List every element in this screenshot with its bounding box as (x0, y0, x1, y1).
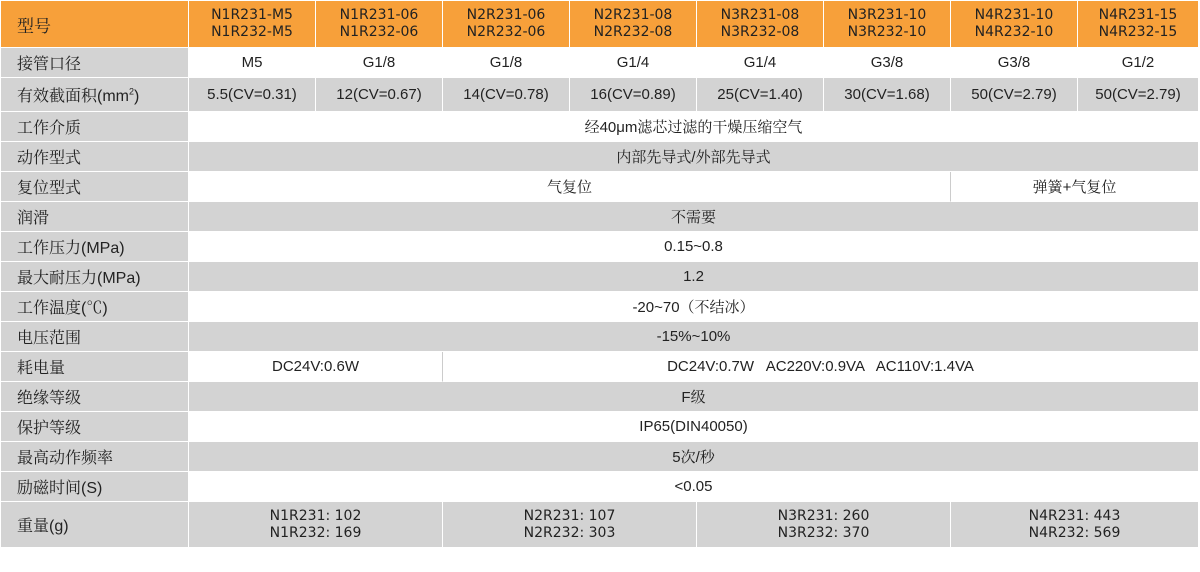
row-label-port-size: 接管口径 (1, 48, 189, 78)
row-label-lubrication: 润滑 (1, 202, 189, 232)
model-cell: N3R231-08 N3R232-08 (697, 1, 824, 48)
max-pressure-value: 1.2 (189, 262, 1199, 292)
port-size-cell: G3/8 (951, 48, 1078, 78)
row-label-power-consumption: 耗电量 (1, 352, 189, 382)
model-cell: N2R231-08 N2R232-08 (570, 1, 697, 48)
port-size-cell: G1/8 (443, 48, 570, 78)
effective-area-cell: 14(CV=0.78) (443, 78, 570, 112)
weight-cell: N3R231: 260 N3R232: 370 (697, 502, 951, 548)
protection-value: IP65(DIN40050) (189, 412, 1199, 442)
row-label-effective-area: 有效截面积$(mm^2)$ (1, 78, 189, 112)
effective-area-cell: 50(CV=2.79) (1078, 78, 1199, 112)
row-label-temperature: 工作温度(℃) (1, 292, 189, 322)
model-header-row (1, 1, 1199, 48)
row-label-voltage-range: 电压范围 (1, 322, 189, 352)
effective-area-cell: 5.5(CV=0.31) (189, 78, 316, 112)
effective-area-cell: 12(CV=0.67) (316, 78, 443, 112)
model-cell: N4R231-15 N4R232-15 (1078, 1, 1199, 48)
effective-area-cell: 16(CV=0.89) (570, 78, 697, 112)
working-pressure-row (1, 232, 1199, 262)
protection-row (1, 412, 1199, 442)
power-consumption-row (1, 352, 1199, 382)
model-cell: N1R231-06 N1R232-06 (316, 1, 443, 48)
row-label-working-pressure: 工作压力(MPa) (1, 232, 189, 262)
row-label-weight: 重量(g) (1, 502, 189, 548)
weight-cell: N1R231: 102 N1R232: 169 (189, 502, 443, 548)
spec-table (1, 1, 1199, 548)
medium-row (1, 112, 1199, 142)
action-type-row (1, 142, 1199, 172)
reset-type-row (1, 172, 1199, 202)
max-frequency-row (1, 442, 1199, 472)
port-size-cell: G1/2 (1078, 48, 1199, 78)
row-label-reset-type: 复位型式 (1, 172, 189, 202)
port-size-cell: G3/8 (824, 48, 951, 78)
insulation-row (1, 382, 1199, 412)
weight-cell: N2R231: 107 N2R232: 303 (443, 502, 697, 548)
max-frequency-value: 5次/秒 (189, 442, 1199, 472)
row-label-max-pressure: 最大耐压力(MPa) (1, 262, 189, 292)
power-value-rest: DC24V:0.7W AC220V:0.9VA AC110V:1.4VA (443, 352, 1199, 382)
lubrication-value: 不需要 (189, 202, 1199, 232)
row-label-protection: 保护等级 (1, 412, 189, 442)
action-type-value: 内部先导式/外部先导式 (189, 142, 1199, 172)
model-cell: N3R231-10 N3R232-10 (824, 1, 951, 48)
row-label-model: 型号 (1, 1, 189, 48)
effective-area-cell: 30(CV=1.68) (824, 78, 951, 112)
model-cell: N4R231-10 N4R232-10 (951, 1, 1078, 48)
temperature-value: -20~70（不结冰） (189, 292, 1199, 322)
port-size-cell: G1/4 (697, 48, 824, 78)
effective-area-cell: 50(CV=2.79) (951, 78, 1078, 112)
effective-area-cell: 25(CV=1.40) (697, 78, 824, 112)
port-size-cell: M5 (189, 48, 316, 78)
voltage-range-row (1, 322, 1199, 352)
model-cell: N1R231-M5 N1R232-M5 (189, 1, 316, 48)
lubrication-row (1, 202, 1199, 232)
weight-cell: N4R231: 443 N4R232: 569 (951, 502, 1199, 548)
row-label-medium: 工作介质 (1, 112, 189, 142)
temperature-row (1, 292, 1199, 322)
voltage-range-value: -15%~10% (189, 322, 1199, 352)
port-size-row (1, 48, 1199, 78)
reset-type-value-air: 气复位 (189, 172, 951, 202)
excitation-time-row (1, 472, 1199, 502)
max-pressure-row (1, 262, 1199, 292)
power-value-first: DC24V:0.6W (189, 352, 443, 382)
insulation-value: F级 (189, 382, 1199, 412)
excitation-time-value: <0.05 (189, 472, 1199, 502)
weight-row (1, 502, 1199, 548)
reset-type-value-spring: 弹簧+气复位 (951, 172, 1199, 202)
row-label-max-frequency: 最高动作频率 (1, 442, 189, 472)
row-label-action-type: 动作型式 (1, 142, 189, 172)
working-pressure-value: 0.15~0.8 (189, 232, 1199, 262)
row-label-insulation: 绝缘等级 (1, 382, 189, 412)
medium-value: 经40μm滤芯过滤的干燥压缩空气 (189, 112, 1199, 142)
port-size-cell: G1/4 (570, 48, 697, 78)
port-size-cell: G1/8 (316, 48, 443, 78)
row-label-excitation-time: 励磁时间(S) (1, 472, 189, 502)
effective-area-row (1, 78, 1199, 112)
model-cell: N2R231-06 N2R232-06 (443, 1, 570, 48)
